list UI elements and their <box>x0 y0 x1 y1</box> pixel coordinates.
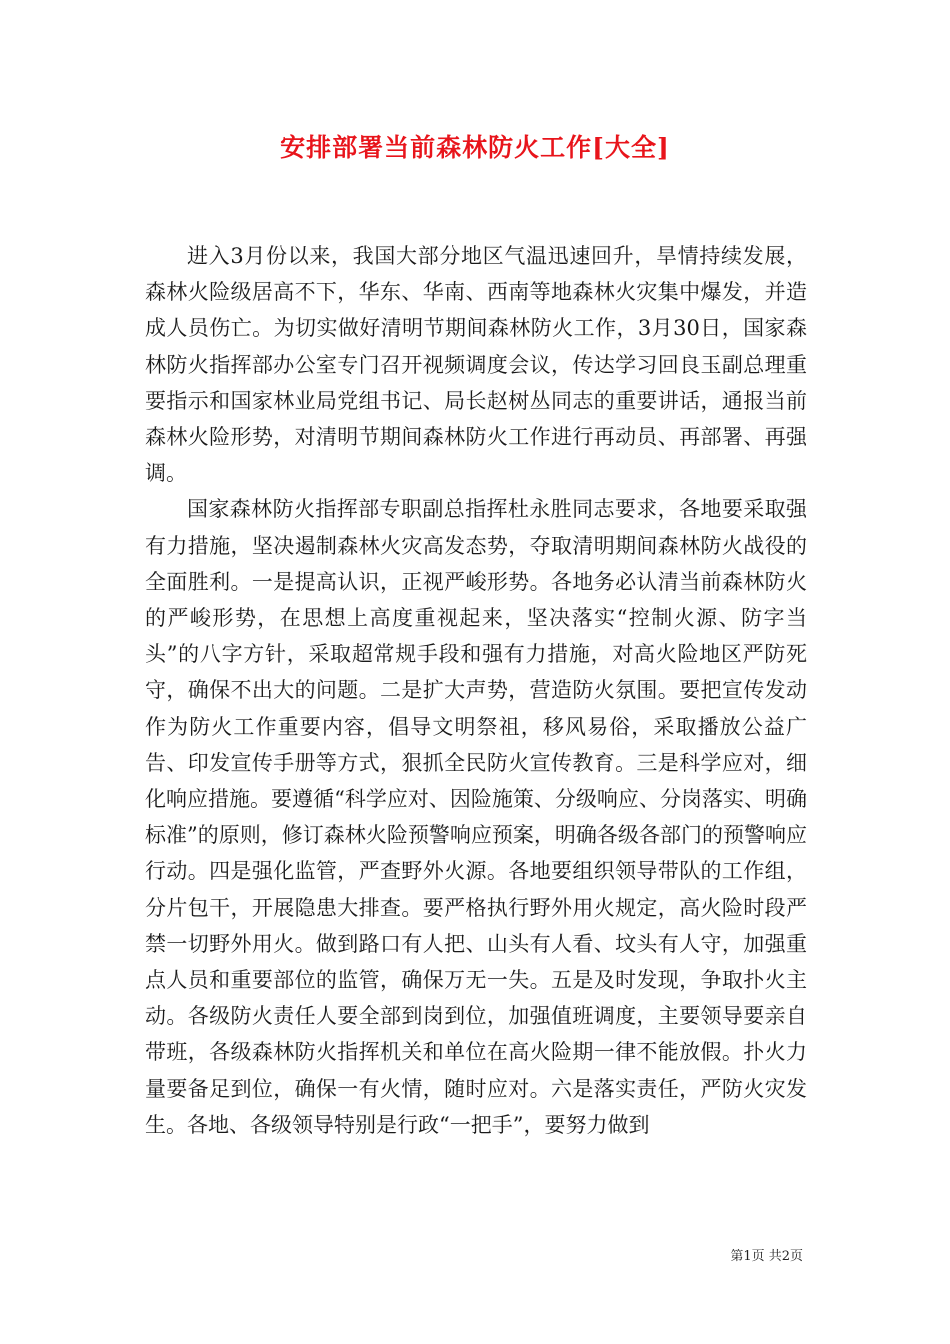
document-body <box>145 238 807 1143</box>
page-number: 第1页 共2页 <box>730 1249 803 1264</box>
paragraph-1: 进入3月份以来，我国大部分地区气温迅速回升，旱情持续发展，森林火险级居高不下，华东、华南、西南等地森林火灾集中爆发，并造成人员伤亡。为切实做好清明节期间森林防火工作，3月30日，国家森林防火指挥部办公室专门召开视频调度会议，传达学习回良玉副总理重要指示和国家林业局党组书记、局长赵树丛同志的重要讲话，通报当前森林火险形势，对清明节期间森林防火工作进行再动员、再部署、再强调。 <box>145 244 807 486</box>
document-title: 安排部署当前森林防火工作[大全] <box>280 133 670 162</box>
paragraph-2: 国家森林防火指挥部专职副总指挥杜永胜同志要求，各地要采取强有力措施，坚决遏制森林火灾高发态势，夺取清明期间森林防火战役的全面胜利。一是提高认识，正视严峻形势。各地务必认清当前森林防火的严峻形势，在思想上高度重视起来，坚决落实“控制火源、防字当头”的八字方针，采取超常规手段和强有力措施，对高火险地区严防死守，确保不出大的问题。二是扩大声势，营造防火氛围。要把宣传发动作为防火工作重要内容，倡导文明祭祖，移风易俗，采取播放公益广告、印发宣传手册等方式，狠抓全民防火宣传教育。三是科学应对，细化响应措施。要遵循“科学应对、因险施策、分级响应、分岗落实、明确标准”的原则，修订森林火险预警响应预案，明确各级各部门的预警响应行动。四是强化监管，严查野外火源。各地要组织领导带队的工作组，分片包干，开展隐患大排查。要严格执行野外用火规定，高火险时段严禁一切野外用火。做到路口有人把、山头有人看、坟头有人守，加强重点人员和重要部位的监管，确保万无一失。五是及时发现，争取扑火主动。各级防火责任人要全部到岗到位，加强值班调度，主要领导要亲自带班，各级森林防火指挥机关和单位在高火险期一律不能放假。扑火力量要备足到位，确保一有火情，随时应对。六是落实责任，严防火灾发生。各地、各级领导特别是行政“一把手”，要努力做到 <box>145 497 807 1137</box>
